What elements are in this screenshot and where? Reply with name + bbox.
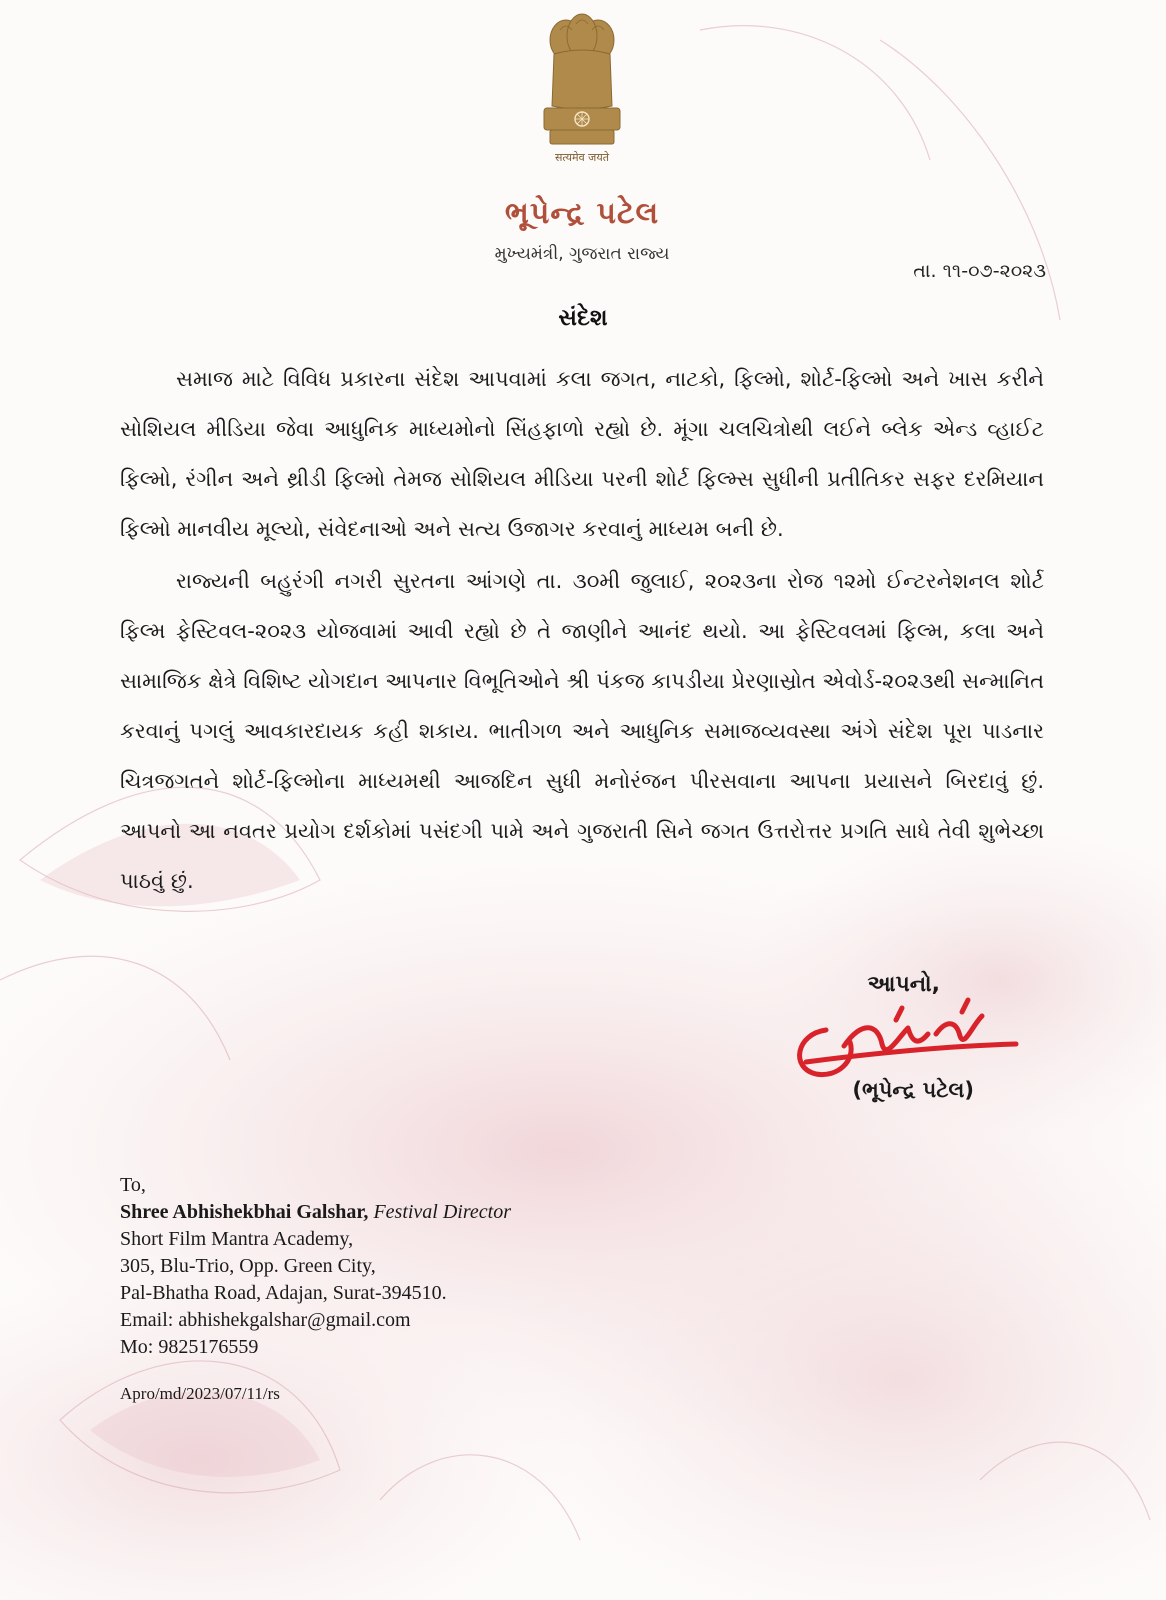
national-emblem-icon bbox=[536, 10, 628, 170]
recipient-title: Festival Director bbox=[373, 1201, 511, 1223]
address-line-1: 305, Blu-Trio, Opp. Green City, bbox=[120, 1255, 376, 1277]
reference-number: Apro/md/2023/07/11/rs bbox=[120, 1384, 280, 1403]
recipient-name: Shree Abhishekbhai Galshar, bbox=[120, 1201, 369, 1223]
recipient-email: Email: abhishekgalshar@gmail.com bbox=[120, 1309, 411, 1331]
recipient-address bbox=[120, 1172, 511, 1361]
closing-salutation: આપનો, bbox=[867, 972, 940, 997]
emblem-motto: सत्यमेव जयते bbox=[554, 151, 609, 164]
paragraph-2: રાજ્યની બહુરંગી નગરી સુરતના આંગણે તા. ૩૦મી જુલાઈ, ૨૦૨૩ના રોજ ૧૨મો ઈન્ટરનેશનલ શોર્ટ ફિલ્મ ફેસ્ટિવલ-૨૦૨૩ યોજવામાં આવી રહ્યો છે તે જાણીને આનંદ થયો. આ ફેસ્ટિવલમાં ફિલ્મ, કલા અને સામાજિક ક્ષેત્રે વિશિષ્ટ યોગદાન આપનાર વિભૂતિઓને શ્રી પંકજ કાપડીયા પ્રેરણાસ્રોત એવોર્ડ-૨૦૨૩થી સન્માનિત કરવાનું પગલું આવકારદાયક કહી શકાય. ભાતીગળ અને આધુનિક સમાજવ્યવસ્થા અંગે સંદેશ પૂરા પાડનાર ચિત્રજગતને શોર્ટ-ફિલ્મોના માધ્યમથી આજદિન સુધી મનોરંજન પીરસવાના આપના પ્રયાસને બિરદાવું છું. આપનો આ નવતર પ્રયોગ દર્શકોમાં પસંદગી પામે અને ગુજરાતી સિને જગત ઉત્તરોત્તર પ્રગતિ સાધે તેવી શુભેચ્છા પાઠવું છું. bbox=[120, 569, 1044, 893]
address-to: To, bbox=[120, 1174, 146, 1196]
letter-body bbox=[120, 354, 1044, 908]
address-line-2: Pal-Bhatha Road, Adajan, Surat-394510. bbox=[120, 1282, 447, 1304]
handwritten-signature bbox=[786, 990, 1022, 1086]
signatory-name: (ભૂપેન્દ્ર પટેલ) bbox=[852, 1078, 974, 1102]
recipient-mobile: Mo: 9825176559 bbox=[120, 1336, 259, 1358]
sender-designation: મુખ્યમંત્રી, ગુજરાત રાજ્ય bbox=[494, 244, 670, 264]
letter-title: સંદેશ bbox=[558, 305, 608, 331]
paragraph-1: સમાજ માટે વિવિધ પ્રકારના સંદેશ આપવામાં કલા જગત, નાટકો, ફિલ્મો, શોર્ટ-ફિલ્મો અને ખાસ કરીને સોશિયલ મીડિયા જેવા આધુનિક માધ્યમોનો સિંહફાળો રહ્યો છે. મૂંગા ચલચિત્રોથી લઈને બ્લેક એન્ડ વ્હાઈટ ફિલ્મો, રંગીન અને થ્રીડી ફિલ્મો તેમજ સોશિયલ મીડિયા પરની શોર્ટ ફિલ્મ્સ સુધીની પ્રતીતિકર સફર દરમિયાન ફિલ્મો માનવીય મૂલ્યો, સંવેદનાઓ અને સત્ય ઉજાગર કરવાનું માધ્યમ બની છે. bbox=[120, 367, 1044, 541]
recipient-line bbox=[120, 1199, 511, 1226]
recipient-org: Short Film Mantra Academy, bbox=[120, 1228, 354, 1250]
sender-name: ભૂપેન્દ્ર પટેલ bbox=[504, 196, 660, 231]
letter-date: તા. ૧૧-૦૭-૨૦૨૩ bbox=[913, 260, 1046, 282]
